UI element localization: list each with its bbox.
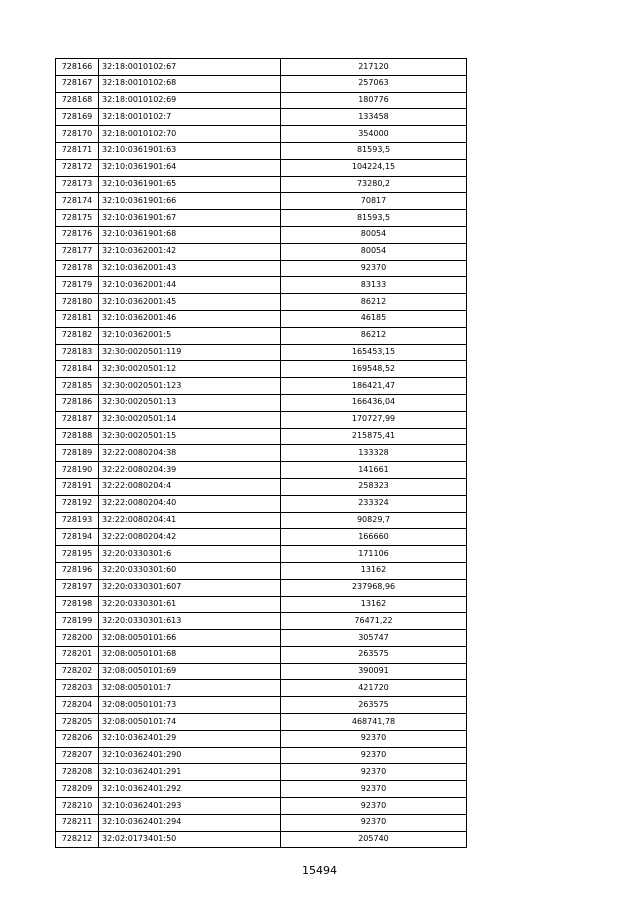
row-id-cell: 728196 [56, 562, 99, 579]
value-cell: 141661 [281, 462, 467, 479]
table-row [56, 814, 467, 831]
table-row [56, 546, 467, 563]
cadastral-number-cell: 32:02:0173401:50 [99, 831, 281, 848]
cadastral-number-cell: 32:10:0361901:63 [99, 142, 281, 159]
row-id-cell: 728183 [56, 344, 99, 361]
value-cell: 217120 [281, 59, 467, 76]
value-cell: 90829,7 [281, 512, 467, 529]
row-id-cell: 728192 [56, 495, 99, 512]
cadastral-number-cell: 32:22:0080204:41 [99, 512, 281, 529]
row-id-cell: 728176 [56, 226, 99, 243]
row-id-cell: 728202 [56, 663, 99, 680]
row-id-cell: 728167 [56, 75, 99, 92]
value-cell: 83133 [281, 277, 467, 294]
table-row [56, 176, 467, 193]
cadastral-number-cell: 32:18:0010102:69 [99, 92, 281, 109]
value-cell: 215875,41 [281, 428, 467, 445]
cadastral-number-cell: 32:10:0361901:67 [99, 210, 281, 227]
value-cell: 104224,15 [281, 159, 467, 176]
value-cell: 166660 [281, 529, 467, 546]
value-cell: 169548,52 [281, 361, 467, 378]
table-row [56, 109, 467, 126]
value-cell: 305747 [281, 630, 467, 647]
row-id-cell: 728207 [56, 747, 99, 764]
value-cell: 354000 [281, 126, 467, 143]
row-id-cell: 728182 [56, 327, 99, 344]
value-cell: 86212 [281, 327, 467, 344]
value-cell: 81593,5 [281, 142, 467, 159]
table-row [56, 445, 467, 462]
value-cell: 390091 [281, 663, 467, 680]
value-cell: 92370 [281, 781, 467, 798]
value-cell: 237968,96 [281, 579, 467, 596]
cadastral-number-cell: 32:10:0362401:293 [99, 798, 281, 815]
row-id-cell: 728205 [56, 714, 99, 731]
row-id-cell: 728209 [56, 781, 99, 798]
value-cell: 263575 [281, 646, 467, 663]
value-cell: 13162 [281, 596, 467, 613]
value-cell: 92370 [281, 730, 467, 747]
cadastral-number-cell: 32:10:0362001:42 [99, 243, 281, 260]
table-row [56, 92, 467, 109]
row-id-cell: 728194 [56, 529, 99, 546]
table-row [56, 193, 467, 210]
value-cell: 421720 [281, 680, 467, 697]
table-row [56, 798, 467, 815]
row-id-cell: 728166 [56, 59, 99, 76]
cadastral-number-cell: 32:18:0010102:67 [99, 59, 281, 76]
row-id-cell: 728178 [56, 260, 99, 277]
value-cell: 258323 [281, 478, 467, 495]
cadastral-number-cell: 32:30:0020501:119 [99, 344, 281, 361]
table-row [56, 663, 467, 680]
value-cell: 186421,47 [281, 378, 467, 395]
value-cell: 180776 [281, 92, 467, 109]
data-table [55, 58, 467, 848]
value-cell: 166436,04 [281, 394, 467, 411]
value-cell: 171106 [281, 546, 467, 563]
table-row [56, 512, 467, 529]
cadastral-number-cell: 32:10:0362401:29 [99, 730, 281, 747]
value-cell: 92370 [281, 764, 467, 781]
value-cell: 92370 [281, 798, 467, 815]
table-row [56, 646, 467, 663]
table-row [56, 831, 467, 848]
table-row [56, 714, 467, 731]
cadastral-number-cell: 32:22:0080204:42 [99, 529, 281, 546]
table-row [56, 562, 467, 579]
row-id-cell: 728197 [56, 579, 99, 596]
cadastral-number-cell: 32:10:0361901:65 [99, 176, 281, 193]
table-row [56, 579, 467, 596]
table-row [56, 411, 467, 428]
value-cell: 133458 [281, 109, 467, 126]
cadastral-number-cell: 32:10:0361901:68 [99, 226, 281, 243]
cadastral-number-cell: 32:30:0020501:12 [99, 361, 281, 378]
row-id-cell: 728187 [56, 411, 99, 428]
table-row [56, 327, 467, 344]
cadastral-number-cell: 32:20:0330301:60 [99, 562, 281, 579]
value-cell: 92370 [281, 747, 467, 764]
cadastral-number-cell: 32:10:0362001:46 [99, 310, 281, 327]
cadastral-number-cell: 32:20:0330301:613 [99, 613, 281, 630]
value-cell: 165453,15 [281, 344, 467, 361]
row-id-cell: 728211 [56, 814, 99, 831]
row-id-cell: 728210 [56, 798, 99, 815]
row-id-cell: 728198 [56, 596, 99, 613]
table-row [56, 781, 467, 798]
table-row [56, 764, 467, 781]
cadastral-number-cell: 32:20:0330301:6 [99, 546, 281, 563]
table-body [56, 59, 467, 848]
table-row [56, 310, 467, 327]
cadastral-number-cell: 32:10:0362001:5 [99, 327, 281, 344]
cadastral-number-cell: 32:22:0080204:4 [99, 478, 281, 495]
row-id-cell: 728204 [56, 697, 99, 714]
cadastral-number-cell: 32:08:0050101:69 [99, 663, 281, 680]
row-id-cell: 728170 [56, 126, 99, 143]
value-cell: 73280,2 [281, 176, 467, 193]
cadastral-number-cell: 32:18:0010102:7 [99, 109, 281, 126]
cadastral-number-cell: 32:10:0362401:292 [99, 781, 281, 798]
cadastral-number-cell: 32:18:0010102:70 [99, 126, 281, 143]
value-cell: 468741,78 [281, 714, 467, 731]
cadastral-number-cell: 32:22:0080204:39 [99, 462, 281, 479]
row-id-cell: 728203 [56, 680, 99, 697]
cadastral-number-cell: 32:10:0362401:290 [99, 747, 281, 764]
row-id-cell: 728172 [56, 159, 99, 176]
row-id-cell: 728199 [56, 613, 99, 630]
table-row [56, 697, 467, 714]
value-cell: 257063 [281, 75, 467, 92]
table-row [56, 344, 467, 361]
table-row [56, 294, 467, 311]
table-row [56, 495, 467, 512]
value-cell: 92370 [281, 814, 467, 831]
value-cell: 233324 [281, 495, 467, 512]
value-cell: 70817 [281, 193, 467, 210]
row-id-cell: 728179 [56, 277, 99, 294]
cadastral-number-cell: 32:08:0050101:74 [99, 714, 281, 731]
cadastral-number-cell: 32:08:0050101:7 [99, 680, 281, 697]
row-id-cell: 728208 [56, 764, 99, 781]
row-id-cell: 728169 [56, 109, 99, 126]
cadastral-number-cell: 32:30:0020501:15 [99, 428, 281, 445]
cadastral-number-cell: 32:10:0362001:45 [99, 294, 281, 311]
table-row [56, 529, 467, 546]
table-row [56, 361, 467, 378]
value-cell: 80054 [281, 243, 467, 260]
table-row [56, 277, 467, 294]
row-id-cell: 728191 [56, 478, 99, 495]
row-id-cell: 728171 [56, 142, 99, 159]
cadastral-number-cell: 32:10:0362401:294 [99, 814, 281, 831]
table-row [56, 159, 467, 176]
cadastral-number-cell: 32:08:0050101:68 [99, 646, 281, 663]
cadastral-number-cell: 32:22:0080204:40 [99, 495, 281, 512]
table-row [56, 394, 467, 411]
row-id-cell: 728206 [56, 730, 99, 747]
row-id-cell: 728212 [56, 831, 99, 848]
cadastral-number-cell: 32:10:0362001:43 [99, 260, 281, 277]
row-id-cell: 728193 [56, 512, 99, 529]
value-cell: 205740 [281, 831, 467, 848]
cadastral-number-cell: 32:10:0361901:64 [99, 159, 281, 176]
cadastral-number-cell: 32:10:0362001:44 [99, 277, 281, 294]
cadastral-number-cell: 32:20:0330301:607 [99, 579, 281, 596]
row-id-cell: 728190 [56, 462, 99, 479]
table-row [56, 243, 467, 260]
row-id-cell: 728185 [56, 378, 99, 395]
cadastral-number-cell: 32:18:0010102:68 [99, 75, 281, 92]
value-cell: 81593,5 [281, 210, 467, 227]
row-id-cell: 728177 [56, 243, 99, 260]
row-id-cell: 728189 [56, 445, 99, 462]
table-row [56, 462, 467, 479]
row-id-cell: 728181 [56, 310, 99, 327]
row-id-cell: 728186 [56, 394, 99, 411]
table-row [56, 226, 467, 243]
row-id-cell: 728175 [56, 210, 99, 227]
table-row [56, 75, 467, 92]
table-row [56, 142, 467, 159]
value-cell: 76471,22 [281, 613, 467, 630]
row-id-cell: 728173 [56, 176, 99, 193]
cadastral-number-cell: 32:30:0020501:13 [99, 394, 281, 411]
value-cell: 92370 [281, 260, 467, 277]
row-id-cell: 728201 [56, 646, 99, 663]
table-row [56, 126, 467, 143]
cadastral-number-cell: 32:08:0050101:73 [99, 697, 281, 714]
row-id-cell: 728200 [56, 630, 99, 647]
value-cell: 133328 [281, 445, 467, 462]
page-number: 15494 [302, 864, 337, 877]
value-cell: 46185 [281, 310, 467, 327]
table-row [56, 478, 467, 495]
row-id-cell: 728188 [56, 428, 99, 445]
table-row [56, 378, 467, 395]
value-cell: 80054 [281, 226, 467, 243]
value-cell: 170727,99 [281, 411, 467, 428]
value-cell: 263575 [281, 697, 467, 714]
row-id-cell: 728184 [56, 361, 99, 378]
row-id-cell: 728180 [56, 294, 99, 311]
cadastral-number-cell: 32:22:0080204:38 [99, 445, 281, 462]
row-id-cell: 728174 [56, 193, 99, 210]
table-row [56, 260, 467, 277]
table-row [56, 428, 467, 445]
table-row [56, 747, 467, 764]
row-id-cell: 728195 [56, 546, 99, 563]
table-row [56, 613, 467, 630]
cadastral-number-cell: 32:08:0050101:66 [99, 630, 281, 647]
cadastral-number-cell: 32:20:0330301:61 [99, 596, 281, 613]
table-row [56, 59, 467, 76]
cadastral-number-cell: 32:10:0362401:291 [99, 764, 281, 781]
table-row [56, 596, 467, 613]
cadastral-number-cell: 32:30:0020501:123 [99, 378, 281, 395]
table-row [56, 630, 467, 647]
cadastral-number-cell: 32:30:0020501:14 [99, 411, 281, 428]
cadastral-number-cell: 32:10:0361901:66 [99, 193, 281, 210]
value-cell: 13162 [281, 562, 467, 579]
row-id-cell: 728168 [56, 92, 99, 109]
table-row [56, 680, 467, 697]
value-cell: 86212 [281, 294, 467, 311]
table-row [56, 730, 467, 747]
table-row [56, 210, 467, 227]
